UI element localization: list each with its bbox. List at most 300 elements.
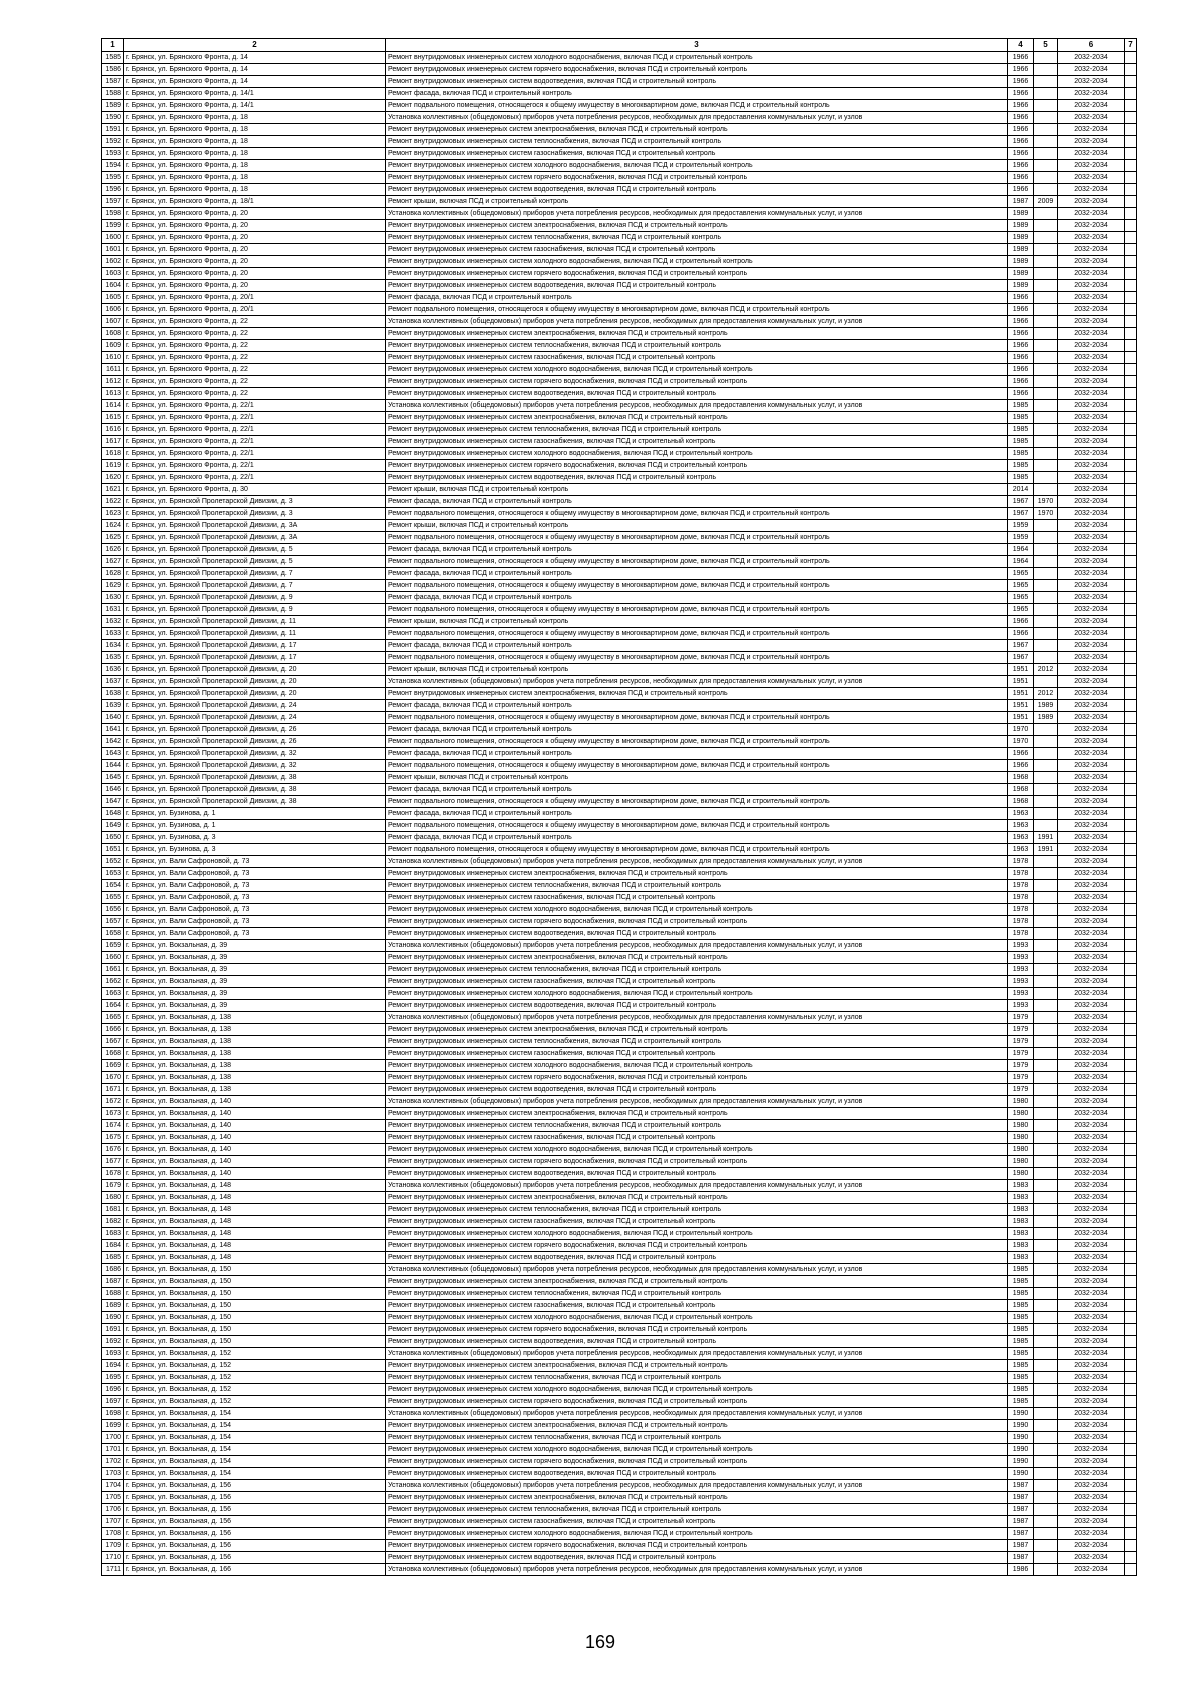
row-col-7 (1125, 220, 1137, 232)
row-work-type: Ремонт фасада, включая ПСД и строительный контроль (386, 88, 1008, 100)
table-row (102, 76, 1137, 88)
row-col-7 (1125, 1252, 1137, 1264)
row-address: г. Брянск, ул. Вокзальная, д. 39 (124, 976, 386, 988)
row-planned-period: 2032-2034 (1058, 1120, 1125, 1132)
row-number: 1645 (102, 772, 124, 784)
table-row (102, 604, 1137, 616)
row-col-7 (1125, 1132, 1137, 1144)
row-col-7 (1125, 496, 1137, 508)
row-commission-year: 1966 (1008, 628, 1034, 640)
row-number: 1637 (102, 676, 124, 688)
row-planned-period: 2032-2034 (1058, 1348, 1125, 1360)
table-row (102, 1252, 1137, 1264)
row-work-type: Ремонт внутридомовых инженерных систем горячего водоснабжения, включая ПСД и строительный контроль (386, 1240, 1008, 1252)
row-work-type: Ремонт внутридомовых инженерных систем горячего водоснабжения, включая ПСД и строительный контроль (386, 1456, 1008, 1468)
table-row (102, 496, 1137, 508)
row-col-7 (1125, 1288, 1137, 1300)
row-col-7 (1125, 1360, 1137, 1372)
row-last-repair-year (1034, 148, 1058, 160)
row-number: 1686 (102, 1264, 124, 1276)
row-planned-period: 2032-2034 (1058, 748, 1125, 760)
row-address: г. Брянск, ул. Брянской Пролетарской Дивизии, д. 7 (124, 580, 386, 592)
row-commission-year: 1978 (1008, 904, 1034, 916)
table-row (102, 652, 1137, 664)
row-address: г. Брянск, ул. Брянского Фронта, д. 20 (124, 268, 386, 280)
row-address: г. Брянск, ул. Брянской Пролетарской Дивизии, д. 3 (124, 496, 386, 508)
row-work-type: Ремонт крыши, включая ПСД и строительный контроль (386, 484, 1008, 496)
row-address: г. Брянск, ул. Брянской Пролетарской Дивизии, д. 5 (124, 544, 386, 556)
row-col-7 (1125, 892, 1137, 904)
row-number: 1673 (102, 1108, 124, 1120)
row-planned-period: 2032-2034 (1058, 484, 1125, 496)
table-row (102, 232, 1137, 244)
row-number: 1706 (102, 1504, 124, 1516)
row-last-repair-year (1034, 568, 1058, 580)
row-number: 1697 (102, 1396, 124, 1408)
row-work-type: Ремонт фасада, включая ПСД и строительный контроль (386, 784, 1008, 796)
row-commission-year: 1966 (1008, 136, 1034, 148)
row-number: 1691 (102, 1324, 124, 1336)
row-number: 1688 (102, 1288, 124, 1300)
row-work-type: Ремонт внутридомовых инженерных систем холодного водоснабжения, включая ПСД и строительный контроль (386, 1444, 1008, 1456)
row-address: г. Брянск, ул. Вали Сафроновой, д. 73 (124, 880, 386, 892)
row-planned-period: 2032-2034 (1058, 448, 1125, 460)
row-col-7 (1125, 1456, 1137, 1468)
row-commission-year: 1990 (1008, 1432, 1034, 1444)
row-planned-period: 2032-2034 (1058, 88, 1125, 100)
row-commission-year: 1990 (1008, 1444, 1034, 1456)
table-row (102, 376, 1137, 388)
header-col-4: 4 (1008, 39, 1034, 52)
row-col-7 (1125, 916, 1137, 928)
row-col-7 (1125, 232, 1137, 244)
row-col-7 (1125, 172, 1137, 184)
row-address: г. Брянск, ул. Вокзальная, д. 150 (124, 1324, 386, 1336)
row-number: 1606 (102, 304, 124, 316)
row-work-type: Ремонт фасада, включая ПСД и строительный контроль (386, 808, 1008, 820)
row-address: г. Брянск, ул. Вокзальная, д. 150 (124, 1312, 386, 1324)
row-number: 1601 (102, 244, 124, 256)
row-commission-year: 1966 (1008, 112, 1034, 124)
table-row (102, 460, 1137, 472)
row-last-repair-year (1034, 1264, 1058, 1276)
table-row (102, 712, 1137, 724)
row-work-type: Ремонт подвального помещения, относящегося к общему имуществу в многоквартирном доме, включая ПСД и строительный контроль (386, 628, 1008, 640)
row-last-repair-year (1034, 1360, 1058, 1372)
row-address: г. Брянск, ул. Брянского Фронта, д. 22/1 (124, 424, 386, 436)
row-planned-period: 2032-2034 (1058, 64, 1125, 76)
row-work-type: Ремонт внутридомовых инженерных систем горячего водоснабжения, включая ПСД и строительный контроль (386, 1156, 1008, 1168)
row-planned-period: 2032-2034 (1058, 640, 1125, 652)
row-number: 1698 (102, 1408, 124, 1420)
row-commission-year: 1987 (1008, 1492, 1034, 1504)
table-row (102, 1492, 1137, 1504)
row-planned-period: 2032-2034 (1058, 1540, 1125, 1552)
table-row (102, 88, 1137, 100)
row-last-repair-year (1034, 748, 1058, 760)
row-number: 1632 (102, 616, 124, 628)
row-address: г. Брянск, ул. Брянского Фронта, д. 18 (124, 148, 386, 160)
row-planned-period: 2032-2034 (1058, 232, 1125, 244)
row-planned-period: 2032-2034 (1058, 124, 1125, 136)
row-col-7 (1125, 1228, 1137, 1240)
row-work-type: Ремонт внутридомовых инженерных систем водоотведения, включая ПСД и строительный контроль (386, 928, 1008, 940)
table-row (102, 1096, 1137, 1108)
header-col-3: 3 (386, 39, 1008, 52)
row-number: 1705 (102, 1492, 124, 1504)
row-address: г. Брянск, ул. Вали Сафроновой, д. 73 (124, 868, 386, 880)
row-address: г. Брянск, ул. Вокзальная, д. 152 (124, 1384, 386, 1396)
row-number: 1682 (102, 1216, 124, 1228)
header-col-5: 5 (1034, 39, 1058, 52)
row-commission-year: 1985 (1008, 1396, 1034, 1408)
table-row (102, 1120, 1137, 1132)
row-last-repair-year: 2012 (1034, 688, 1058, 700)
row-address: г. Брянск, ул. Вокзальная, д. 148 (124, 1228, 386, 1240)
row-number: 1617 (102, 436, 124, 448)
row-planned-period: 2032-2034 (1058, 1516, 1125, 1528)
row-planned-period: 2032-2034 (1058, 688, 1125, 700)
row-last-repair-year (1034, 316, 1058, 328)
row-commission-year: 1966 (1008, 76, 1034, 88)
row-last-repair-year (1034, 76, 1058, 88)
row-planned-period: 2032-2034 (1058, 1228, 1125, 1240)
row-last-repair-year (1034, 592, 1058, 604)
row-address: г. Брянск, ул. Вокзальная, д. 148 (124, 1240, 386, 1252)
row-col-7 (1125, 1180, 1137, 1192)
row-address: г. Брянск, ул. Брянского Фронта, д. 20 (124, 232, 386, 244)
row-last-repair-year (1034, 220, 1058, 232)
row-address: г. Брянск, ул. Брянской Пролетарской Дивизии, д. 38 (124, 772, 386, 784)
row-address: г. Брянск, ул. Вокзальная, д. 156 (124, 1552, 386, 1564)
row-commission-year: 1980 (1008, 1120, 1034, 1132)
row-address: г. Брянск, ул. Вокзальная, д. 138 (124, 1072, 386, 1084)
table-row (102, 952, 1137, 964)
row-address: г. Брянск, ул. Вокзальная, д. 154 (124, 1420, 386, 1432)
row-last-repair-year (1034, 652, 1058, 664)
row-number: 1642 (102, 736, 124, 748)
row-work-type: Ремонт подвального помещения, относящегося к общему имуществу в многоквартирном доме, включая ПСД и строительный контроль (386, 712, 1008, 724)
row-address: г. Брянск, ул. Бузинова, д. 1 (124, 820, 386, 832)
row-number: 1644 (102, 760, 124, 772)
row-col-7 (1125, 160, 1137, 172)
row-address: г. Брянск, ул. Брянской Пролетарской Дивизии, д. 11 (124, 616, 386, 628)
row-planned-period: 2032-2034 (1058, 352, 1125, 364)
row-last-repair-year (1034, 88, 1058, 100)
row-commission-year: 1989 (1008, 232, 1034, 244)
row-number: 1641 (102, 724, 124, 736)
row-number: 1659 (102, 940, 124, 952)
row-work-type: Ремонт внутридомовых инженерных систем водоотведения, включая ПСД и строительный контроль (386, 1552, 1008, 1564)
table-row (102, 544, 1137, 556)
row-planned-period: 2032-2034 (1058, 76, 1125, 88)
row-planned-period: 2032-2034 (1058, 52, 1125, 64)
row-address: г. Брянск, ул. Вали Сафроновой, д. 73 (124, 892, 386, 904)
row-work-type: Ремонт подвального помещения, относящегося к общему имуществу в многоквартирном доме, включая ПСД и строительный контроль (386, 556, 1008, 568)
row-col-7 (1125, 1012, 1137, 1024)
row-planned-period: 2032-2034 (1058, 1552, 1125, 1564)
table-row (102, 52, 1137, 64)
row-commission-year: 1979 (1008, 1072, 1034, 1084)
row-commission-year: 1990 (1008, 1420, 1034, 1432)
table-row (102, 1516, 1137, 1528)
row-work-type: Ремонт фасада, включая ПСД и строительный контроль (386, 496, 1008, 508)
table-row (102, 436, 1137, 448)
row-address: г. Брянск, ул. Брянского Фронта, д. 18 (124, 184, 386, 196)
row-work-type: Ремонт подвального помещения, относящегося к общему имуществу в многоквартирном доме, включая ПСД и строительный контроль (386, 844, 1008, 856)
row-col-7 (1125, 1540, 1137, 1552)
row-col-7 (1125, 1552, 1137, 1564)
row-address: г. Брянск, ул. Брянского Фронта, д. 18 (124, 160, 386, 172)
row-last-repair-year (1034, 760, 1058, 772)
row-number: 1634 (102, 640, 124, 652)
row-planned-period: 2032-2034 (1058, 460, 1125, 472)
row-col-7 (1125, 508, 1137, 520)
row-work-type: Ремонт внутридомовых инженерных систем теплоснабжения, включая ПСД и строительный контроль (386, 880, 1008, 892)
table-row (102, 1336, 1137, 1348)
row-number: 1615 (102, 412, 124, 424)
row-work-type: Ремонт внутридомовых инженерных систем электроснабжения, включая ПСД и строительный контроль (386, 868, 1008, 880)
row-last-repair-year: 1989 (1034, 700, 1058, 712)
row-planned-period: 2032-2034 (1058, 712, 1125, 724)
row-col-7 (1125, 400, 1137, 412)
row-last-repair-year (1034, 424, 1058, 436)
row-work-type: Ремонт внутридомовых инженерных систем теплоснабжения, включая ПСД и строительный контроль (386, 1372, 1008, 1384)
row-last-repair-year (1034, 1552, 1058, 1564)
row-number: 1661 (102, 964, 124, 976)
row-address: г. Брянск, ул. Вокзальная, д. 39 (124, 988, 386, 1000)
row-number: 1627 (102, 556, 124, 568)
row-number: 1679 (102, 1180, 124, 1192)
row-planned-period: 2032-2034 (1058, 1060, 1125, 1072)
row-last-repair-year (1034, 1504, 1058, 1516)
table-row (102, 1276, 1137, 1288)
row-last-repair-year (1034, 868, 1058, 880)
table-row (102, 1300, 1137, 1312)
row-planned-period: 2032-2034 (1058, 1132, 1125, 1144)
row-number: 1658 (102, 928, 124, 940)
table-row (102, 1480, 1137, 1492)
row-address: г. Брянск, ул. Брянской Пролетарской Дивизии, д. 17 (124, 640, 386, 652)
table-row (102, 832, 1137, 844)
table-row (102, 820, 1137, 832)
table-row (102, 268, 1137, 280)
row-planned-period: 2032-2034 (1058, 1144, 1125, 1156)
table-row (102, 880, 1137, 892)
row-work-type: Ремонт внутридомовых инженерных систем холодного водоснабжения, включая ПСД и строительный контроль (386, 1384, 1008, 1396)
table-row (102, 1372, 1137, 1384)
row-col-7 (1125, 544, 1137, 556)
row-commission-year: 1951 (1008, 676, 1034, 688)
row-work-type: Установка коллективных (общедомовых) приборов учета потребления ресурсов, необходимых для предоставления коммунальных услуг, и узлов (386, 856, 1008, 868)
row-commission-year: 1966 (1008, 328, 1034, 340)
row-planned-period: 2032-2034 (1058, 520, 1125, 532)
row-col-7 (1125, 244, 1137, 256)
table-row (102, 1396, 1137, 1408)
row-last-repair-year (1034, 484, 1058, 496)
row-address: г. Брянск, ул. Брянского Фронта, д. 22 (124, 364, 386, 376)
row-address: г. Брянск, ул. Вокзальная, д. 138 (124, 1024, 386, 1036)
row-number: 1609 (102, 340, 124, 352)
row-work-type: Ремонт внутридомовых инженерных систем холодного водоснабжения, включая ПСД и строительный контроль (386, 52, 1008, 64)
row-col-7 (1125, 1168, 1137, 1180)
row-number: 1604 (102, 280, 124, 292)
row-commission-year: 1987 (1008, 1504, 1034, 1516)
row-col-7 (1125, 640, 1137, 652)
row-work-type: Ремонт подвального помещения, относящегося к общему имуществу в многоквартирном доме, включая ПСД и строительный контроль (386, 652, 1008, 664)
row-col-7 (1125, 448, 1137, 460)
row-planned-period: 2032-2034 (1058, 1492, 1125, 1504)
row-col-7 (1125, 688, 1137, 700)
row-last-repair-year (1034, 640, 1058, 652)
row-commission-year: 1979 (1008, 1048, 1034, 1060)
row-planned-period: 2032-2034 (1058, 1168, 1125, 1180)
row-last-repair-year (1034, 388, 1058, 400)
row-address: г. Брянск, ул. Брянского Фронта, д. 20/1 (124, 304, 386, 316)
row-col-7 (1125, 256, 1137, 268)
row-address: г. Брянск, ул. Вокзальная, д. 148 (124, 1216, 386, 1228)
row-address: г. Брянск, ул. Вокзальная, д. 156 (124, 1504, 386, 1516)
row-col-7 (1125, 208, 1137, 220)
row-number: 1613 (102, 388, 124, 400)
table-row (102, 124, 1137, 136)
row-col-7 (1125, 472, 1137, 484)
row-address: г. Брянск, ул. Брянского Фронта, д. 20 (124, 280, 386, 292)
row-last-repair-year: 2009 (1034, 196, 1058, 208)
row-address: г. Брянск, ул. Брянской Пролетарской Дивизии, д. 7 (124, 568, 386, 580)
row-work-type: Ремонт подвального помещения, относящегося к общему имуществу в многоквартирном доме, включая ПСД и строительный контроль (386, 796, 1008, 808)
row-commission-year: 1985 (1008, 448, 1034, 460)
row-number: 1610 (102, 352, 124, 364)
row-address: г. Брянск, ул. Брянского Фронта, д. 22 (124, 376, 386, 388)
row-last-repair-year (1034, 1228, 1058, 1240)
row-last-repair-year (1034, 964, 1058, 976)
row-last-repair-year (1034, 1216, 1058, 1228)
row-commission-year: 1989 (1008, 280, 1034, 292)
row-number: 1672 (102, 1096, 124, 1108)
row-last-repair-year (1034, 928, 1058, 940)
row-last-repair-year (1034, 64, 1058, 76)
row-col-7 (1125, 952, 1137, 964)
row-work-type: Ремонт подвального помещения, относящегося к общему имуществу в многоквартирном доме, включая ПСД и строительный контроль (386, 532, 1008, 544)
row-work-type: Ремонт фасада, включая ПСД и строительный контроль (386, 832, 1008, 844)
row-commission-year: 1985 (1008, 400, 1034, 412)
table-row (102, 1000, 1137, 1012)
row-commission-year: 1983 (1008, 1228, 1034, 1240)
row-work-type: Ремонт крыши, включая ПСД и строительный контроль (386, 520, 1008, 532)
row-work-type: Ремонт фасада, включая ПСД и строительный контроль (386, 724, 1008, 736)
row-commission-year: 1980 (1008, 1108, 1034, 1120)
row-planned-period: 2032-2034 (1058, 1528, 1125, 1540)
row-work-type: Установка коллективных (общедомовых) приборов учета потребления ресурсов, необходимых для предоставления коммунальных услуг, и узлов (386, 1264, 1008, 1276)
row-col-7 (1125, 412, 1137, 424)
table-row (102, 976, 1137, 988)
row-number: 1666 (102, 1024, 124, 1036)
row-number: 1675 (102, 1132, 124, 1144)
row-last-repair-year (1034, 1156, 1058, 1168)
row-planned-period: 2032-2034 (1058, 1180, 1125, 1192)
row-number: 1624 (102, 520, 124, 532)
row-planned-period: 2032-2034 (1058, 616, 1125, 628)
row-work-type: Ремонт фасада, включая ПСД и строительный контроль (386, 292, 1008, 304)
table-row (102, 1060, 1137, 1072)
row-last-repair-year (1034, 1192, 1058, 1204)
row-planned-period: 2032-2034 (1058, 820, 1125, 832)
row-address: г. Брянск, ул. Брянского Фронта, д. 18 (124, 136, 386, 148)
row-col-7 (1125, 580, 1137, 592)
row-address: г. Брянск, ул. Вокзальная, д. 138 (124, 1048, 386, 1060)
row-last-repair-year (1034, 412, 1058, 424)
row-work-type: Ремонт внутридомовых инженерных систем электроснабжения, включая ПСД и строительный контроль (386, 1420, 1008, 1432)
row-planned-period: 2032-2034 (1058, 1504, 1125, 1516)
table-row (102, 208, 1137, 220)
row-last-repair-year (1034, 1144, 1058, 1156)
row-work-type: Установка коллективных (общедомовых) приборов учета потребления ресурсов, необходимых для предоставления коммунальных услуг, и узлов (386, 400, 1008, 412)
row-col-7 (1125, 1156, 1137, 1168)
row-work-type: Ремонт внутридомовых инженерных систем горячего водоснабжения, включая ПСД и строительный контроль (386, 1324, 1008, 1336)
row-commission-year: 1987 (1008, 1480, 1034, 1492)
row-number: 1655 (102, 892, 124, 904)
row-work-type: Ремонт внутридомовых инженерных систем газоснабжения, включая ПСД и строительный контроль (386, 1132, 1008, 1144)
row-work-type: Ремонт внутридомовых инженерных систем водоотведения, включая ПСД и строительный контроль (386, 1336, 1008, 1348)
row-planned-period: 2032-2034 (1058, 196, 1125, 208)
row-address: г. Брянск, ул. Вокзальная, д. 150 (124, 1288, 386, 1300)
row-commission-year: 1978 (1008, 868, 1034, 880)
row-last-repair-year (1034, 1540, 1058, 1552)
row-work-type: Ремонт внутридомовых инженерных систем горячего водоснабжения, включая ПСД и строительный контроль (386, 64, 1008, 76)
row-commission-year: 1989 (1008, 208, 1034, 220)
row-number: 1597 (102, 196, 124, 208)
row-work-type: Ремонт подвального помещения, относящегося к общему имуществу в многоквартирном доме, включая ПСД и строительный контроль (386, 736, 1008, 748)
row-col-7 (1125, 1276, 1137, 1288)
row-planned-period: 2032-2034 (1058, 880, 1125, 892)
row-last-repair-year (1034, 772, 1058, 784)
row-last-repair-year (1034, 340, 1058, 352)
row-commission-year: 1968 (1008, 796, 1034, 808)
row-address: г. Брянск, ул. Вокзальная, д. 138 (124, 1060, 386, 1072)
row-number: 1710 (102, 1552, 124, 1564)
table-row (102, 1324, 1137, 1336)
row-col-7 (1125, 844, 1137, 856)
row-address: г. Брянск, ул. Вокзальная, д. 140 (124, 1132, 386, 1144)
row-last-repair-year (1034, 328, 1058, 340)
row-last-repair-year (1034, 724, 1058, 736)
row-work-type: Ремонт внутридомовых инженерных систем теплоснабжения, включая ПСД и строительный контроль (386, 964, 1008, 976)
row-work-type: Ремонт внутридомовых инженерных систем теплоснабжения, включая ПСД и строительный контроль (386, 1036, 1008, 1048)
row-last-repair-year (1034, 1084, 1058, 1096)
table-row (102, 964, 1137, 976)
row-col-7 (1125, 100, 1137, 112)
row-work-type: Ремонт внутридомовых инженерных систем водоотведения, включая ПСД и строительный контроль (386, 472, 1008, 484)
row-last-repair-year (1034, 820, 1058, 832)
table-row (102, 400, 1137, 412)
row-number: 1707 (102, 1516, 124, 1528)
row-col-7 (1125, 1024, 1137, 1036)
table-row (102, 556, 1137, 568)
row-planned-period: 2032-2034 (1058, 532, 1125, 544)
row-commission-year: 1951 (1008, 688, 1034, 700)
row-last-repair-year (1034, 556, 1058, 568)
table-row (102, 364, 1137, 376)
row-last-repair-year (1034, 616, 1058, 628)
row-work-type: Ремонт внутридомовых инженерных систем электроснабжения, включая ПСД и строительный контроль (386, 328, 1008, 340)
row-number: 1676 (102, 1144, 124, 1156)
row-planned-period: 2032-2034 (1058, 916, 1125, 928)
table-row (102, 508, 1137, 520)
row-address: г. Брянск, ул. Брянского Фронта, д. 22 (124, 328, 386, 340)
row-address: г. Брянск, ул. Вокзальная, д. 39 (124, 1000, 386, 1012)
row-last-repair-year (1034, 1564, 1058, 1576)
